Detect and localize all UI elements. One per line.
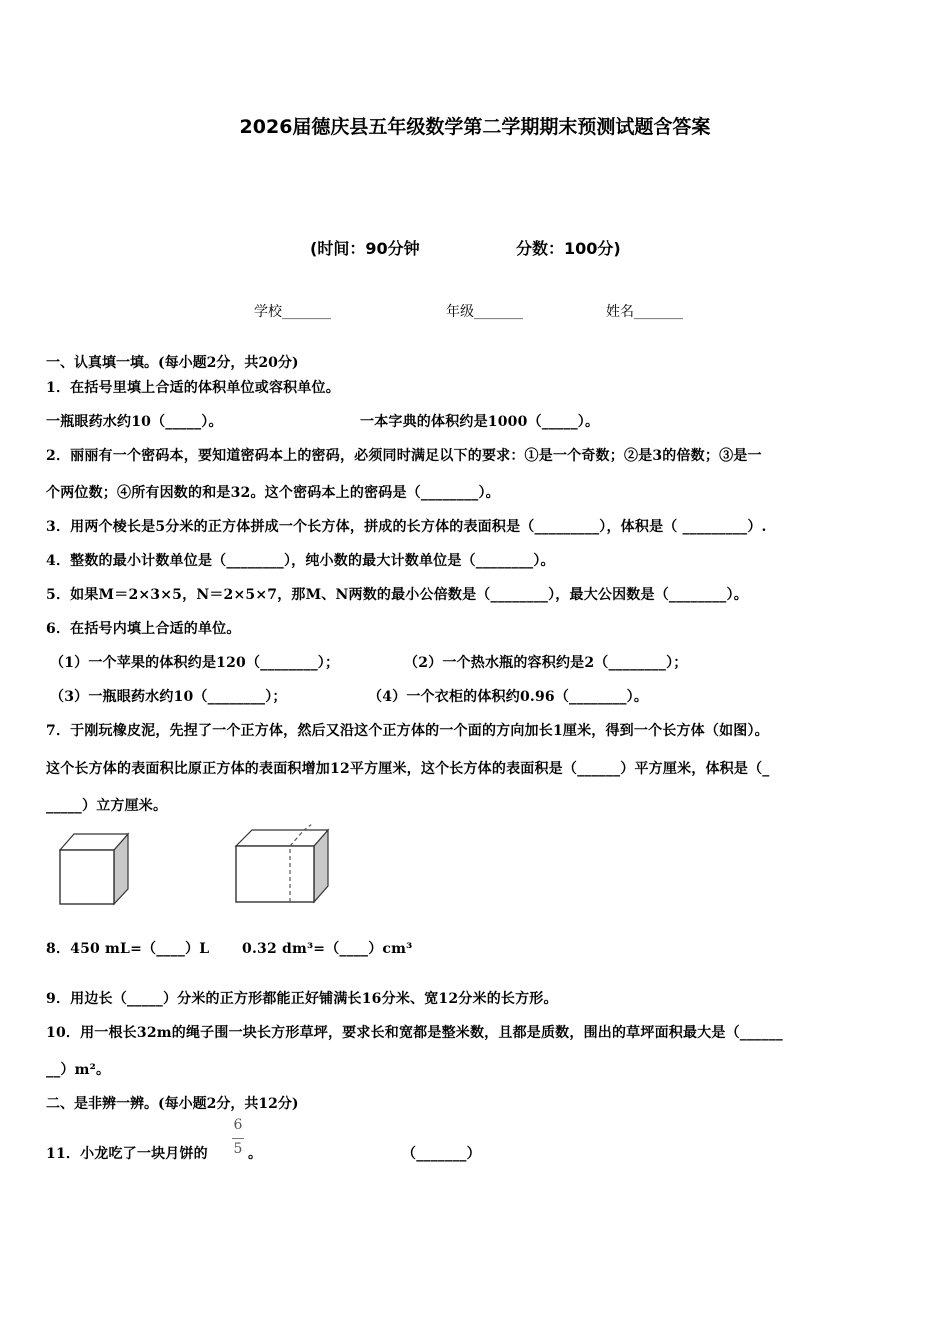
question-6-part-3: （3）一瓶眼药水约10（________）； <box>50 689 287 705</box>
school-field: 学校_______ <box>254 304 331 320</box>
question-5: 5．如果M＝2×3×5，N＝2×5×7，那M、N两数的最小公倍数是（________），最大公因数是（________）。 <box>46 587 748 603</box>
question-8-part-a: 8．450 mL=（____）L <box>46 941 210 957</box>
question-7-line-1: 7．于刚玩橡皮泥，先捏了一个正方体，然后又沿这个正方体的一个面的方向加长1厘米，得到一个长方体（如图）。 <box>46 723 769 739</box>
cuboid-figure <box>232 824 332 906</box>
question-1: 1．在括号里填上合适的体积单位或容积单位。 <box>46 380 340 396</box>
question-2-line-1: 2．丽丽有一个密码本，要知道密码本上的密码，必须同时满足以下的要求：①是一个奇数；②是3的倍数；③是一 <box>46 448 762 464</box>
fraction-denominator: 5 <box>233 1141 243 1157</box>
question-9: 9．用边长（_____）分米的正方形都能正好铺满长16分米、宽12分米的长方形。 <box>46 991 558 1007</box>
fraction-numerator: 6 <box>233 1117 243 1133</box>
question-6-part-2: （2）一个热水瓶的容积约是2（________）； <box>404 655 688 671</box>
question-7-line-3: _____）立方厘米。 <box>46 798 168 814</box>
question-11-period: 。 <box>248 1146 263 1162</box>
exam-time: (时间：90分钟 <box>310 239 420 258</box>
question-10-line-1: 10．用一根长32m的绳子围一块长方形草坪，要求长和宽都是整米数，且都是质数，围出的草坪面积最大是（______ <box>46 1025 783 1041</box>
question-8-part-b: 0.32 dm³=（____）cm³ <box>242 941 413 957</box>
section-1-heading: 一、认真填一填。(每小题2分，共20分) <box>46 355 299 371</box>
question-6-part-1: （1）一个苹果的体积约是120（________）； <box>50 655 340 671</box>
question-6: 6．在括号内填上合适的单位。 <box>46 621 241 637</box>
exam-score: 分数：100分) <box>516 239 621 258</box>
question-2-line-2: 个两位数；④所有因数的和是32。这个密码本上的密码是（________）。 <box>46 485 500 501</box>
section-2-heading: 二、是非辨一辨。(每小题2分，共12分) <box>46 1096 299 1112</box>
page-title: 2026届德庆县五年级数学第二学期期末预测试题含答案 <box>239 116 711 138</box>
fraction-bar <box>232 1138 244 1139</box>
grade-field: 年级_______ <box>446 304 523 320</box>
name-field: 姓名_______ <box>606 304 683 320</box>
question-11-blank: （_______） <box>402 1146 481 1162</box>
question-1-part-a: 一瓶眼药水约10（_____）。 <box>46 414 223 430</box>
question-7-line-2: 这个长方体的表面积比原正方体的表面积增加12平方厘米，这个长方体的表面积是（______）平方厘米，体积是（_ <box>46 761 770 777</box>
question-10-line-2: __）m²。 <box>46 1062 111 1078</box>
question-1-part-b: 一本字典的体积约是1000（_____）。 <box>360 414 600 430</box>
question-6-part-4: （4）一个衣柜的体积约0.96（________）。 <box>368 689 649 705</box>
question-3: 3．用两个棱长是5分米的正方体拼成一个长方体，拼成的长方体的表面积是（_________），体积是（ _________）. <box>46 519 767 535</box>
cube-figure <box>56 832 132 908</box>
question-11: 11．小龙吃了一块月饼的 <box>46 1146 208 1162</box>
question-4: 4．整数的最小计数单位是（________），纯小数的最大计数单位是（________）。 <box>46 553 555 569</box>
